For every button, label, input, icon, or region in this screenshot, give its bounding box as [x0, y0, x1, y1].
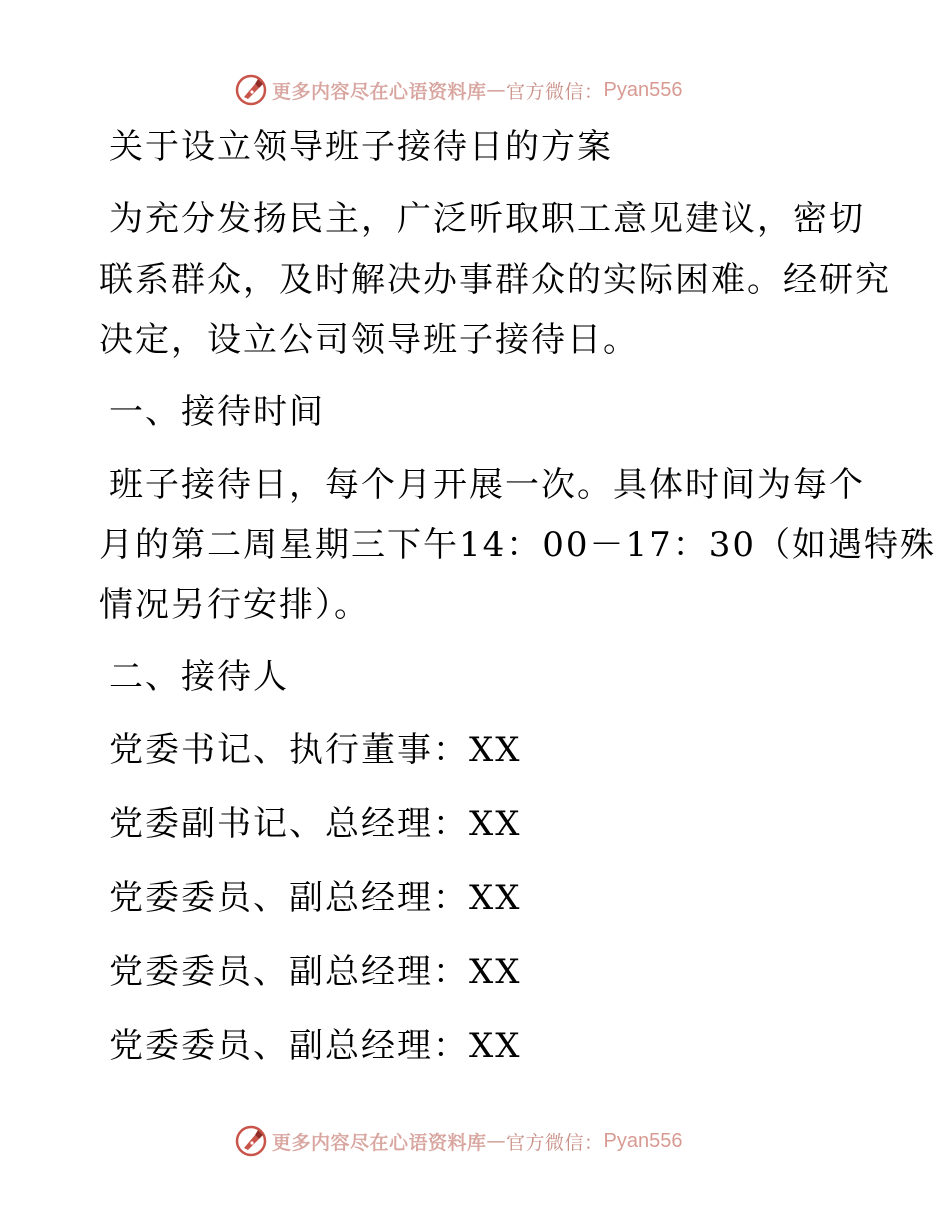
intro-line-2: 联系群众，及时解决办事群众的实际困难。经研究	[99, 260, 891, 300]
header-watermark	[234, 73, 683, 107]
watermark-wechat-id: Pyan556	[603, 78, 683, 101]
section-heading-receptionists: 二、接待人	[109, 657, 289, 697]
watermark-site-text: 更多内容尽在心语资料库	[272, 80, 487, 103]
section-heading-time: 一、接待时间	[109, 392, 325, 432]
watermark-separator: —	[486, 1130, 507, 1152]
watermark-site-text: 更多内容尽在心语资料库	[272, 1131, 487, 1154]
time-line-2: 月的第二周星期三下午14：00－17：30（如遇特殊	[99, 525, 937, 565]
receptionist-item: 党委书记、执行董事：XX	[109, 730, 522, 770]
receptionist-item: 党委委员、副总经理：XX	[109, 878, 522, 918]
pen-nib-icon	[234, 1124, 268, 1158]
time-line-3: 情况另行安排）。	[99, 585, 370, 625]
pen-nib-icon	[234, 73, 268, 107]
watermark-separator: —	[486, 79, 507, 101]
time-line-1: 班子接待日，每个月开展一次。具体时间为每个	[109, 465, 865, 505]
intro-line-3: 决定，设立公司领导班子接待日。	[99, 320, 639, 360]
document-title: 关于设立领导班子接待日的方案	[109, 127, 613, 167]
receptionist-item: 党委委员、副总经理：XX	[109, 1026, 522, 1066]
receptionist-item: 党委副书记、总经理：XX	[109, 804, 522, 844]
intro-line-1: 为充分发扬民主，广泛听取职工意见建议，密切	[109, 199, 865, 239]
receptionist-item: 党委委员、副总经理：XX	[109, 952, 522, 992]
watermark-wechat-label: 官方微信：	[506, 80, 604, 103]
footer-watermark	[234, 1124, 683, 1158]
watermark-wechat-id: Pyan556	[603, 1129, 683, 1152]
watermark-wechat-label: 官方微信：	[506, 1131, 604, 1154]
